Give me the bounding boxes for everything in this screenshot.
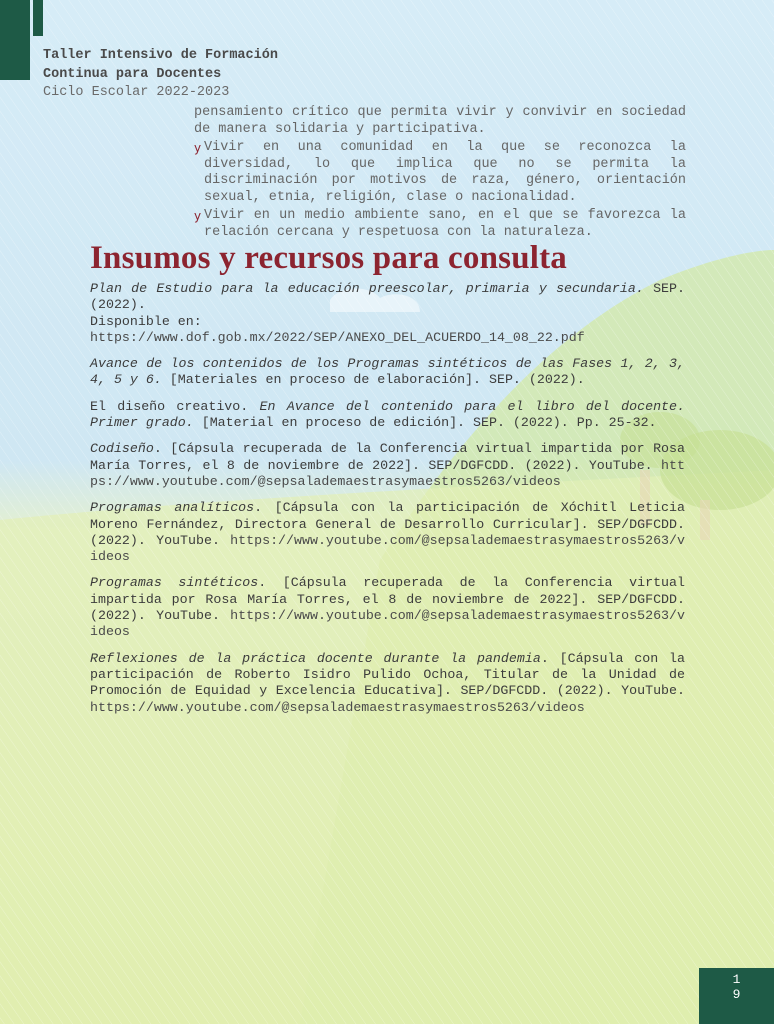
reference-item	[90, 281, 685, 346]
reference-text: . [Cápsula recuperada de la Conferencia virtual impartida por Rosa María Torres, el 8 de noviembre de 2022]. SEP/DGFCDD. (2022). YouTube.	[90, 575, 685, 624]
reference-text: [Material en proceso de edición]. SEP. (2022). Pp. 25-32.	[193, 415, 657, 431]
reference-title: Reflexiones de la práctica docente durante la pandemia	[90, 650, 541, 666]
reference-link[interactable]: https://www.youtube.com/@sepsalademaestrasymaestros5263/videos	[90, 699, 585, 715]
reference-text: SEP. (2022).	[90, 281, 685, 313]
page-number: 19	[732, 972, 741, 1002]
section-title: Insumos y recursos para consulta	[90, 240, 568, 276]
corner-accent	[33, 0, 43, 36]
reference-list	[90, 281, 685, 726]
reference-link[interactable]: https://www.dof.gob.mx/2022/SEP/ANEXO_DEL_ACUERDO_14_08_22.pdf	[90, 329, 585, 345]
continued-lead: pensamiento crítico que permita vivir y convivir en sociedad de manera solidaria y participativa.	[194, 105, 686, 137]
bullet-item	[194, 208, 686, 241]
reference-item	[90, 356, 685, 389]
document-header	[43, 46, 278, 102]
page-number-badge	[699, 968, 774, 1024]
bullet-item	[194, 140, 686, 206]
header-line-3: Ciclo Escolar 2022-2023	[43, 85, 230, 100]
reference-link[interactable]: https://www.youtube.com/@sepsalademaestrasymaestros5263/videos	[90, 457, 685, 489]
reference-text: . [Cápsula con la participación de Xóchitl Leticia Moreno Fernández, Directora General de Desarrollo Curricular]. SEP/DGFCDD. (2022). YouTube.	[90, 500, 685, 548]
bullet-icon: y	[194, 209, 202, 223]
reference-item	[90, 399, 685, 432]
reference-title: Plan de Estudio para la educación preescolar, primaria y secundaria.	[90, 281, 644, 296]
reference-link[interactable]: https://www.youtube.com/@sepsalademaestrasymaestros5263/videos	[90, 608, 685, 640]
reference-item	[90, 575, 685, 640]
reference-title: En Avance del contenido para el libro del docente. Primer grado.	[90, 398, 685, 431]
reference-title: Codiseño	[90, 441, 154, 457]
reference-text: . [Cápsula recuperada de la Conferencia virtual impartida por Rosa María Torres, el 8 de noviembre de 2022]. SEP/DGFCDD. (2022). YouTube.	[90, 441, 685, 473]
bullet-text: Vivir en una comunidad en la que se reconozca la diversidad, lo que implica que no se permita la discriminación por motivos de raza, género, orientación sexual, etnia, religión, clase o nacionalidad.	[204, 140, 686, 205]
reference-extra: Disponible en:	[90, 313, 202, 329]
header-line-1: Taller Intensivo de Formación	[43, 48, 278, 63]
continued-text	[194, 105, 686, 241]
bullet-text: Vivir en un medio ambiente sano, en el que se favorezca la relación cercana y respetuosa con la naturaleza.	[204, 208, 686, 240]
reference-item	[90, 651, 685, 716]
reference-item	[90, 500, 685, 565]
reference-item	[90, 441, 685, 490]
reference-title: Programas sintéticos	[90, 575, 259, 591]
reference-text: [Materiales en proceso de elaboración]. SEP. (2022).	[161, 372, 585, 388]
reference-title: Programas analíticos	[90, 500, 255, 516]
reference-prefix: El diseño creativo.	[90, 398, 260, 414]
header-line-2: Continua para Docentes	[43, 67, 222, 82]
reference-text: . [Cápsula con la participación de Roberto Isidro Pulido Ochoa, Titular de la Unidad de Promoción de Equidad y Excelencia Educativa]. SEP/DGFCDD. (2022). YouTube.	[90, 650, 685, 699]
reference-title: Avance de los contenidos de los Programas sintéticos de las Fases 1, 2, 3, 4, 5 y 6.	[90, 356, 685, 388]
bullet-icon: y	[194, 141, 202, 155]
corner-bar	[0, 0, 30, 80]
reference-link[interactable]: https://www.youtube.com/@sepsalademaestrasymaestros5263/videos	[90, 532, 685, 565]
